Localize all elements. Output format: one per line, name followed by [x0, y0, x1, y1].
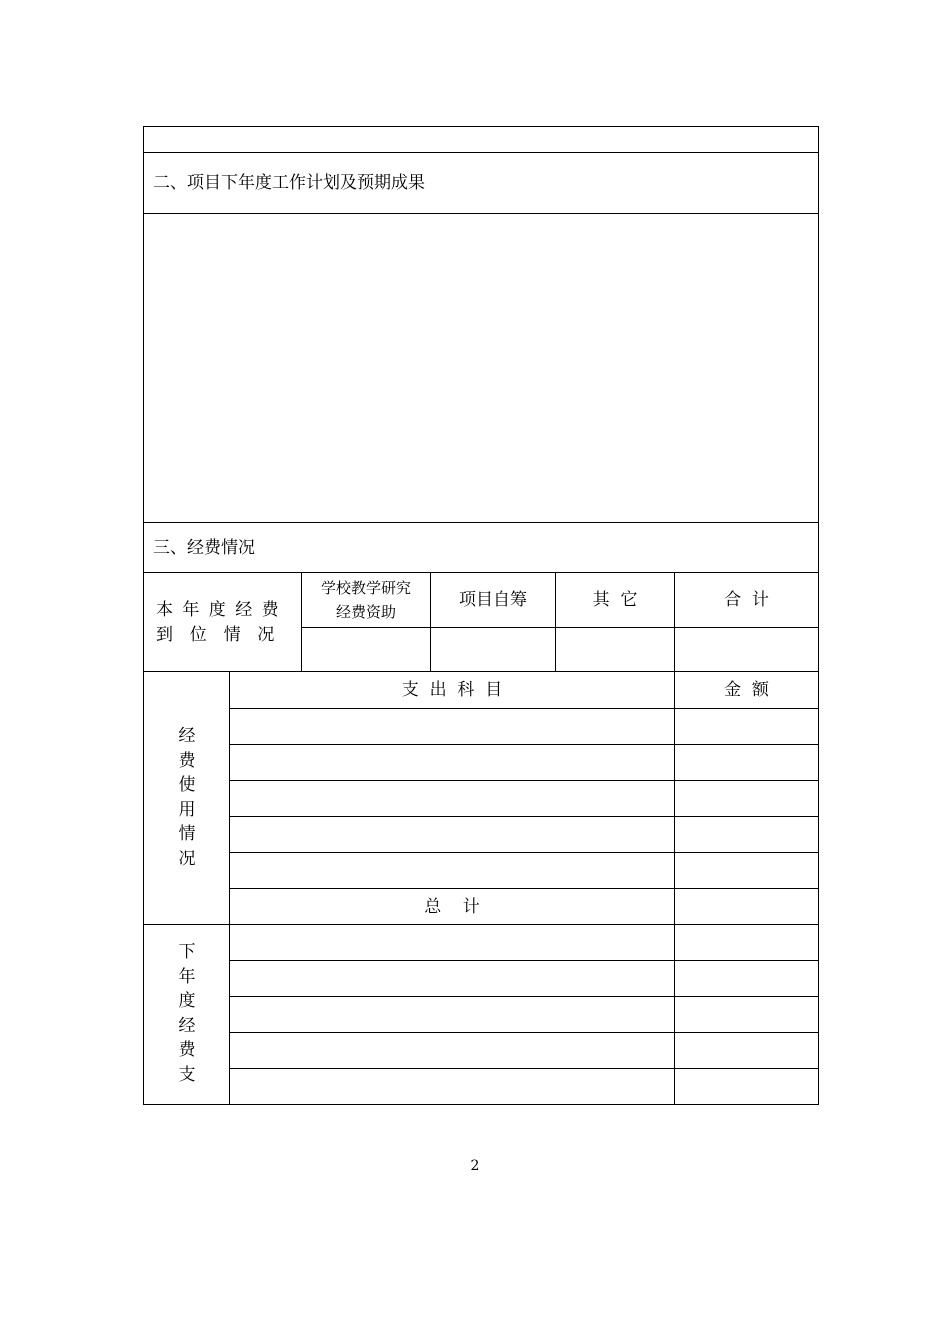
usage-subject-row-3[interactable] [230, 781, 674, 816]
usage-amount-row-2[interactable] [675, 745, 818, 780]
rule [143, 152, 819, 153]
section-2-title: 二、项目下年度工作计划及预期成果 [153, 173, 425, 193]
next-year-subject-row-2[interactable] [230, 961, 674, 996]
next-year-subject-row-3[interactable] [230, 997, 674, 1032]
table-bottom-border [143, 1104, 819, 1105]
next-year-subject-row-1[interactable] [230, 925, 674, 960]
total-funding-value[interactable] [675, 628, 818, 671]
usage-total-amount[interactable] [675, 889, 818, 924]
rule [143, 522, 819, 523]
plan-writing-area[interactable] [144, 214, 818, 522]
next-year-amount-row-4[interactable] [675, 1033, 818, 1068]
other-funding-value[interactable] [556, 628, 674, 671]
col-school-line1: 学校教学研究 [320, 579, 411, 597]
col-total: 合 计 [724, 590, 769, 610]
next-year-amount-row-2[interactable] [675, 961, 818, 996]
usage-total-label: 总 计 [424, 897, 480, 917]
usage-amount-row-5[interactable] [675, 853, 818, 888]
next-year-amount-row-3[interactable] [675, 997, 818, 1032]
school-funding-value[interactable] [302, 628, 430, 671]
usage-amount-row-4[interactable] [675, 817, 818, 852]
page-number: 2 [470, 1158, 480, 1174]
usage-header-amount: 金 额 [724, 680, 769, 700]
next-year-amount-row-5[interactable] [675, 1069, 818, 1104]
col-school-line2: 经费资助 [335, 603, 396, 621]
next-year-subject-row-4[interactable] [230, 1033, 674, 1068]
section-3-title: 三、经费情况 [153, 538, 255, 558]
next-year-amount-row-1[interactable] [675, 925, 818, 960]
funding-row-label-line1: 本 年 度 经 费 [156, 600, 281, 620]
table-top-border [143, 126, 819, 127]
usage-subject-row-1[interactable] [230, 709, 674, 744]
self-funding-value[interactable] [431, 628, 555, 671]
table-border-right [818, 126, 819, 1105]
usage-side-label: 经费使用情况 [178, 726, 196, 869]
col-other: 其 它 [592, 590, 638, 610]
next-year-subject-row-5[interactable] [230, 1069, 674, 1104]
usage-amount-row-1[interactable] [675, 709, 818, 744]
rule [143, 671, 819, 672]
next-year-side-label: 下年度经费支 [178, 942, 196, 1085]
rule [143, 572, 819, 573]
usage-subject-row-2[interactable] [230, 745, 674, 780]
funding-row-label-line2: 到 位 情 况 [156, 625, 277, 645]
usage-amount-row-3[interactable] [675, 781, 818, 816]
usage-subject-row-4[interactable] [230, 817, 674, 852]
col-self-funded: 项目自筹 [459, 590, 527, 610]
usage-header-subject: 支 出 科 目 [401, 680, 503, 700]
usage-subject-row-5[interactable] [230, 853, 674, 888]
